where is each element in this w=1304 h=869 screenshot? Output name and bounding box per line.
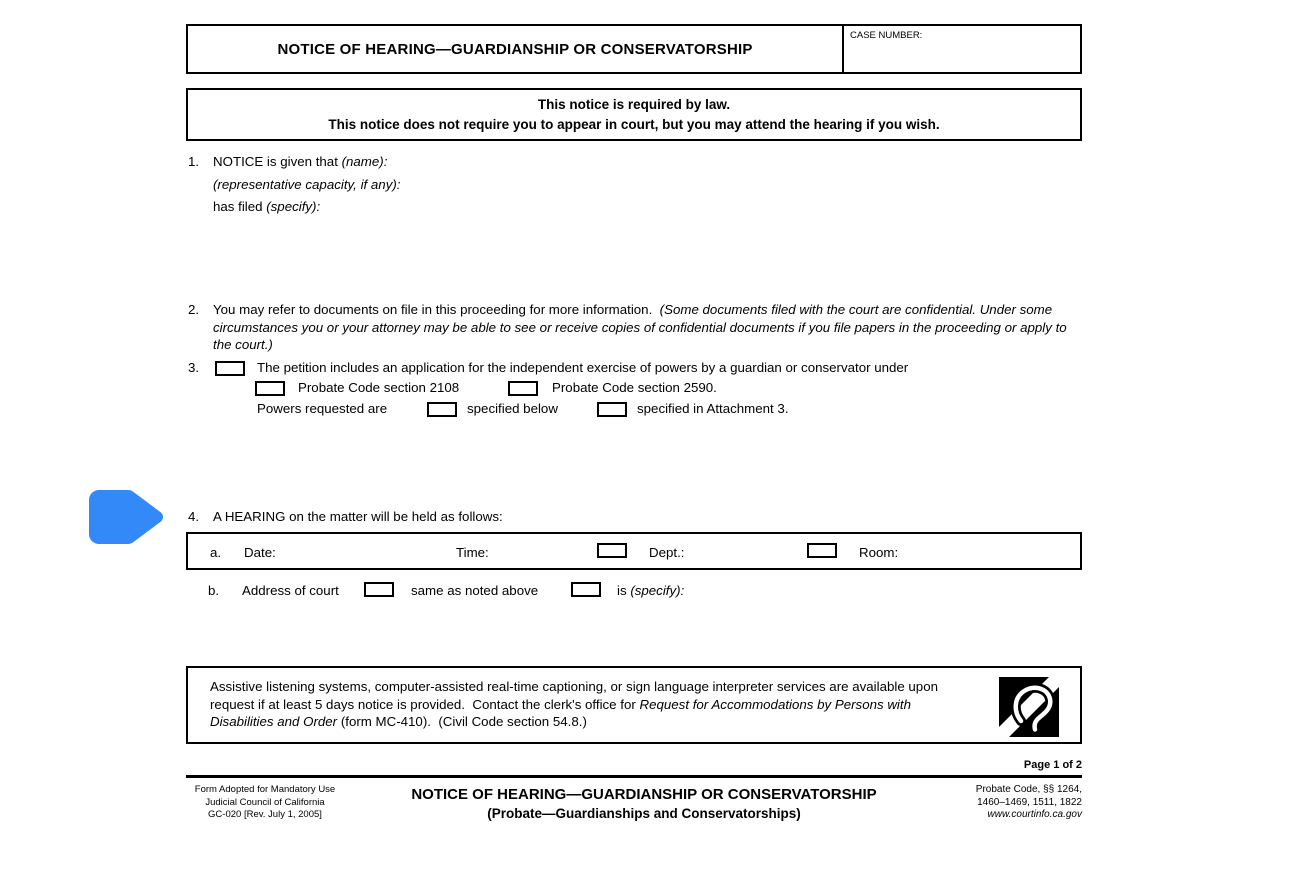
footer-title: NOTICE OF HEARING—GUARDIANSHIP OR CONSERVATORSHIP bbox=[411, 786, 877, 803]
address-of-court-row bbox=[186, 583, 1082, 603]
hearing-room-label: Room: bbox=[859, 545, 899, 560]
hearing-accessibility-icon bbox=[999, 677, 1059, 737]
item-3 bbox=[186, 360, 1086, 420]
case-number-box[interactable] bbox=[842, 26, 1080, 72]
item-4-number: 4. bbox=[188, 509, 200, 524]
page-title: NOTICE OF HEARING—GUARDIANSHIP OR CONSERVATORSHIP bbox=[277, 40, 753, 58]
hearing-dept-label: Dept.: bbox=[649, 545, 685, 560]
hearing-details-box bbox=[186, 532, 1082, 570]
row-a-letter: a. bbox=[210, 545, 222, 560]
row-b-letter: b. bbox=[208, 583, 220, 598]
footer-subtitle: (Probate—Guardianships and Conservatorships) bbox=[487, 806, 801, 821]
item-3-specified-below-checkbox[interactable] bbox=[427, 402, 457, 417]
item-1 bbox=[186, 151, 400, 219]
hearing-dept-checkbox[interactable] bbox=[597, 543, 627, 558]
item-1-line-2: (representative capacity, if any): bbox=[213, 176, 401, 192]
footer-divider bbox=[186, 775, 1082, 778]
notice-line-2: This notice does not require you to appear in court, but you may attend the hearing if you wish. bbox=[328, 116, 940, 132]
notice-box bbox=[186, 88, 1082, 141]
hearing-date-label: Date: bbox=[244, 545, 276, 560]
item-2-number: 2. bbox=[188, 302, 200, 317]
item-3-specified-below-label: specified below bbox=[467, 401, 558, 416]
address-same-label: same as noted above bbox=[411, 583, 539, 598]
item-3-section-2590-checkbox[interactable] bbox=[508, 381, 538, 396]
item-3-line-1: The petition includes an application for the independent exercise of powers by a guardian or conservator under bbox=[257, 360, 909, 375]
page-number: Page 1 of 2 bbox=[1023, 759, 1082, 771]
item-2-text: You may refer to documents on file in this proceeding for more information. (Some documents filed with the court are confidential. Under some circumstances you or your attorney may be able to see or receive copies of confidential documents if you file papers in the proceeding or apply to the court.) bbox=[213, 302, 1071, 353]
item-3-section-2108-label: Probate Code section 2108 bbox=[298, 380, 460, 395]
item-4 bbox=[186, 509, 503, 524]
item-3-powers-label: Powers requested are bbox=[257, 401, 388, 416]
footer-code-references: Probate Code, §§ 1264, 1460–1469, 1511, 1822 www.courtinfo.ca.gov bbox=[786, 784, 1082, 822]
case-number-label: CASE NUMBER: bbox=[850, 30, 923, 41]
courtinfo-url: www.courtinfo.ca.gov bbox=[987, 809, 1082, 820]
assistive-listening-box bbox=[186, 666, 1082, 744]
address-specify-label: is (specify): bbox=[617, 583, 685, 598]
item-3-number: 3. bbox=[188, 360, 200, 375]
hearing-room-checkbox[interactable] bbox=[807, 543, 837, 558]
item-3-section-2108-checkbox[interactable] bbox=[255, 381, 285, 396]
address-same-checkbox[interactable] bbox=[364, 582, 394, 597]
form-header bbox=[186, 24, 1082, 74]
footer-form-adoption: Form Adopted for Mandatory Use Judicial Council of California GC-020 [Rev. July 1, 2005] bbox=[194, 784, 336, 820]
assistive-listening-text: Assistive listening systems, computer-assisted real-time captioning, or sign language interpreter services are available upon request if at least 5 days notice is provided. Contact the clerk's office for Request for Accommodations by Persons with Disabilities and Order (form MC-410). (Civil Code section 54.8.) bbox=[210, 679, 942, 730]
address-of-court-label: Address of court bbox=[242, 583, 339, 598]
item-3-petition-checkbox[interactable] bbox=[215, 361, 245, 376]
item-2 bbox=[186, 301, 1086, 354]
address-specify-checkbox[interactable] bbox=[571, 582, 601, 597]
item-1-number: 1. bbox=[188, 154, 200, 169]
item-4-text: A HEARING on the matter will be held as follows: bbox=[213, 509, 503, 524]
pointer-arrow-icon bbox=[88, 489, 164, 545]
item-1-line-3: has filed (specify): bbox=[213, 199, 321, 215]
item-3-section-2590-label: Probate Code section 2590. bbox=[552, 380, 717, 395]
hearing-time-label: Time: bbox=[456, 545, 489, 560]
item-3-attachment-label: specified in Attachment 3. bbox=[637, 401, 789, 416]
notice-line-1: This notice is required by law. bbox=[537, 96, 731, 112]
item-3-attachment-checkbox[interactable] bbox=[597, 402, 627, 417]
item-1-line-1: NOTICE is given that (name): bbox=[213, 154, 388, 169]
